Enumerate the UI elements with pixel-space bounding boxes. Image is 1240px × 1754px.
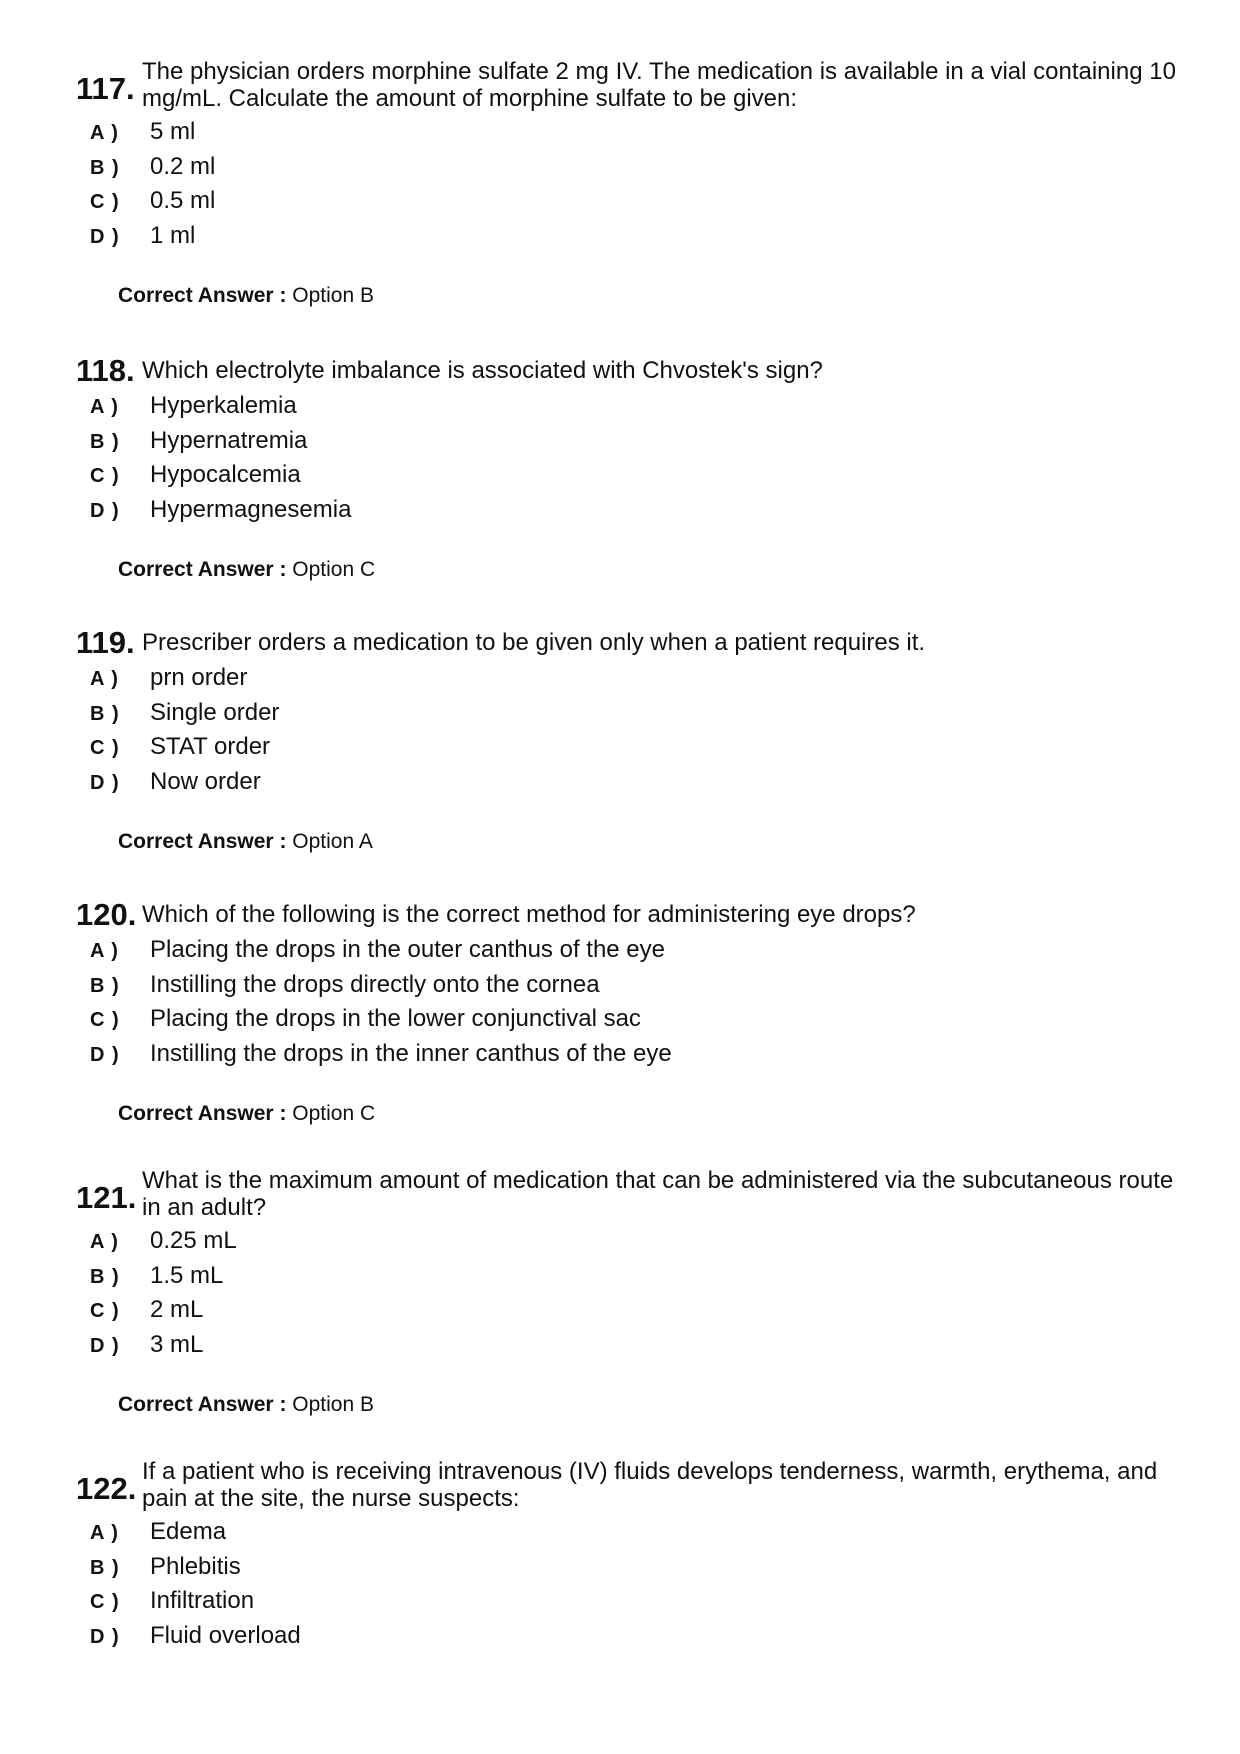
correct-answer — [76, 558, 1176, 582]
option-list — [76, 392, 1176, 530]
correct-answer — [76, 1393, 1176, 1417]
correct-answer-value: Option A — [292, 830, 373, 853]
option-text: 1.5 mL — [150, 1261, 224, 1289]
option-letter: B ) — [90, 702, 120, 725]
option-letter: D ) — [90, 1043, 120, 1066]
question-number: 122. — [76, 1471, 137, 1506]
option-letter: B ) — [90, 430, 120, 453]
question-header — [76, 1458, 1176, 1512]
option-c — [76, 461, 1176, 496]
option-text: Phlebitis — [150, 1552, 241, 1580]
option-c — [76, 1587, 1176, 1622]
correct-answer-value: Option B — [292, 284, 374, 307]
question-header — [76, 1167, 1176, 1221]
option-letter: A ) — [90, 1231, 119, 1253]
option-text: prn order — [150, 664, 248, 691]
option-b — [76, 971, 1176, 1006]
correct-answer-label: Correct Answer : — [118, 1102, 287, 1125]
option-b — [76, 1553, 1176, 1588]
option-letter: C ) — [90, 1300, 120, 1322]
option-text: Single order — [150, 698, 280, 726]
option-a — [76, 1518, 1176, 1553]
correct-answer-label: Correct Answer : — [118, 830, 287, 853]
option-letter: D ) — [90, 1625, 120, 1648]
option-c — [76, 733, 1176, 768]
option-letter: C ) — [90, 737, 120, 759]
option-a — [76, 118, 1176, 153]
question-119 — [76, 627, 1176, 854]
correct-answer — [76, 830, 1176, 854]
question-header — [76, 899, 1176, 930]
option-list — [76, 936, 1176, 1074]
option-text: Placing the drops in the outer canthus of the eye — [150, 936, 666, 963]
option-a — [76, 664, 1176, 699]
option-a — [76, 1227, 1176, 1262]
option-letter: C ) — [90, 1591, 120, 1613]
option-letter: A ) — [90, 1522, 119, 1544]
correct-answer-label: Correct Answer : — [118, 1393, 287, 1416]
question-header — [76, 627, 1176, 658]
question-number: 118. — [76, 353, 135, 388]
option-letter: A ) — [90, 940, 119, 962]
option-text: Fluid overload — [150, 1621, 301, 1649]
option-text: 0.5 ml — [150, 187, 216, 214]
correct-answer-value: Option C — [292, 558, 376, 581]
option-letter: D ) — [90, 225, 120, 248]
option-text: Now order — [150, 767, 261, 795]
option-letter: A ) — [90, 122, 119, 144]
option-list — [76, 118, 1176, 256]
option-text: Instilling the drops in the inner canthus of the eye — [150, 1039, 672, 1067]
option-text: Hyperkalemia — [150, 392, 297, 419]
question-text: Which of the following is the correct method for administering eye drops? — [142, 901, 916, 928]
option-letter: C ) — [90, 465, 120, 487]
option-c — [76, 1005, 1176, 1040]
correct-answer-label: Correct Answer : — [118, 558, 287, 581]
question-text: Which electrolyte imbalance is associated with Chvostek's sign? — [142, 357, 823, 384]
question-text: The physician orders morphine sulfate 2 mg IV. The medication is available in a vial containing 10 mg/mL. Calculate the amount of morphine sulfate to be given: — [142, 58, 1176, 112]
question-121 — [76, 1167, 1176, 1417]
question-122 — [76, 1458, 1176, 1656]
question-text: If a patient who is receiving intravenous (IV) fluids develops tenderness, warmth, erythema, and pain at the site, the nurse suspects: — [142, 1458, 1158, 1512]
option-text: Hypermagnesemia — [150, 495, 352, 523]
correct-answer-value: Option B — [292, 1393, 374, 1416]
option-text: Hypernatremia — [150, 426, 308, 454]
question-text: Prescriber orders a medication to be given only when a patient requires it. — [142, 629, 926, 656]
question-118 — [76, 355, 1176, 582]
option-text: 1 ml — [150, 221, 196, 249]
option-text: 2 mL — [150, 1296, 204, 1323]
question-number: 119. — [76, 625, 135, 660]
option-c — [76, 187, 1176, 222]
option-b — [76, 699, 1176, 734]
option-text: STAT order — [150, 733, 271, 760]
question-header — [76, 58, 1176, 112]
correct-answer-value: Option C — [292, 1102, 376, 1125]
option-text: 5 ml — [150, 118, 196, 145]
question-header — [76, 355, 1176, 386]
question-120 — [76, 899, 1176, 1126]
option-text: Hypocalcemia — [150, 461, 301, 488]
correct-answer — [76, 1102, 1176, 1126]
question-number: 117. — [76, 71, 135, 106]
option-letter: B ) — [90, 974, 120, 997]
option-letter: D ) — [90, 499, 120, 522]
option-text: 0.25 mL — [150, 1227, 237, 1254]
question-117 — [76, 58, 1176, 308]
option-c — [76, 1296, 1176, 1331]
correct-answer — [76, 284, 1176, 308]
option-d — [76, 768, 1176, 803]
option-d — [76, 222, 1176, 257]
option-letter: A ) — [90, 396, 119, 418]
option-d — [76, 1622, 1176, 1657]
option-d — [76, 1331, 1176, 1366]
option-list — [76, 1227, 1176, 1365]
option-letter: D ) — [90, 1334, 120, 1357]
option-list — [76, 1518, 1176, 1656]
option-letter: A ) — [90, 668, 119, 690]
option-text: Instilling the drops directly onto the cornea — [150, 970, 600, 998]
option-list — [76, 664, 1176, 802]
option-a — [76, 936, 1176, 971]
question-text: What is the maximum amount of medication that can be administered via the subcutaneous route in an adult? — [142, 1167, 1174, 1221]
option-a — [76, 392, 1176, 427]
correct-answer-label: Correct Answer : — [118, 284, 287, 307]
option-text: 0.2 ml — [150, 152, 216, 180]
question-number: 121. — [76, 1180, 137, 1215]
option-text: Edema — [150, 1518, 227, 1545]
option-letter: C ) — [90, 1009, 120, 1031]
question-number: 120. — [76, 897, 137, 932]
option-text: Infiltration — [150, 1587, 255, 1614]
option-letter: B ) — [90, 1556, 120, 1579]
option-letter: D ) — [90, 771, 120, 794]
option-b — [76, 427, 1176, 462]
option-d — [76, 1040, 1176, 1075]
option-text: Placing the drops in the lower conjunctival sac — [150, 1005, 641, 1032]
option-b — [76, 1262, 1176, 1297]
option-text: 3 mL — [150, 1330, 204, 1358]
option-b — [76, 153, 1176, 188]
option-letter: B ) — [90, 1265, 120, 1288]
option-letter: C ) — [90, 191, 120, 213]
option-d — [76, 496, 1176, 531]
option-letter: B ) — [90, 156, 120, 179]
